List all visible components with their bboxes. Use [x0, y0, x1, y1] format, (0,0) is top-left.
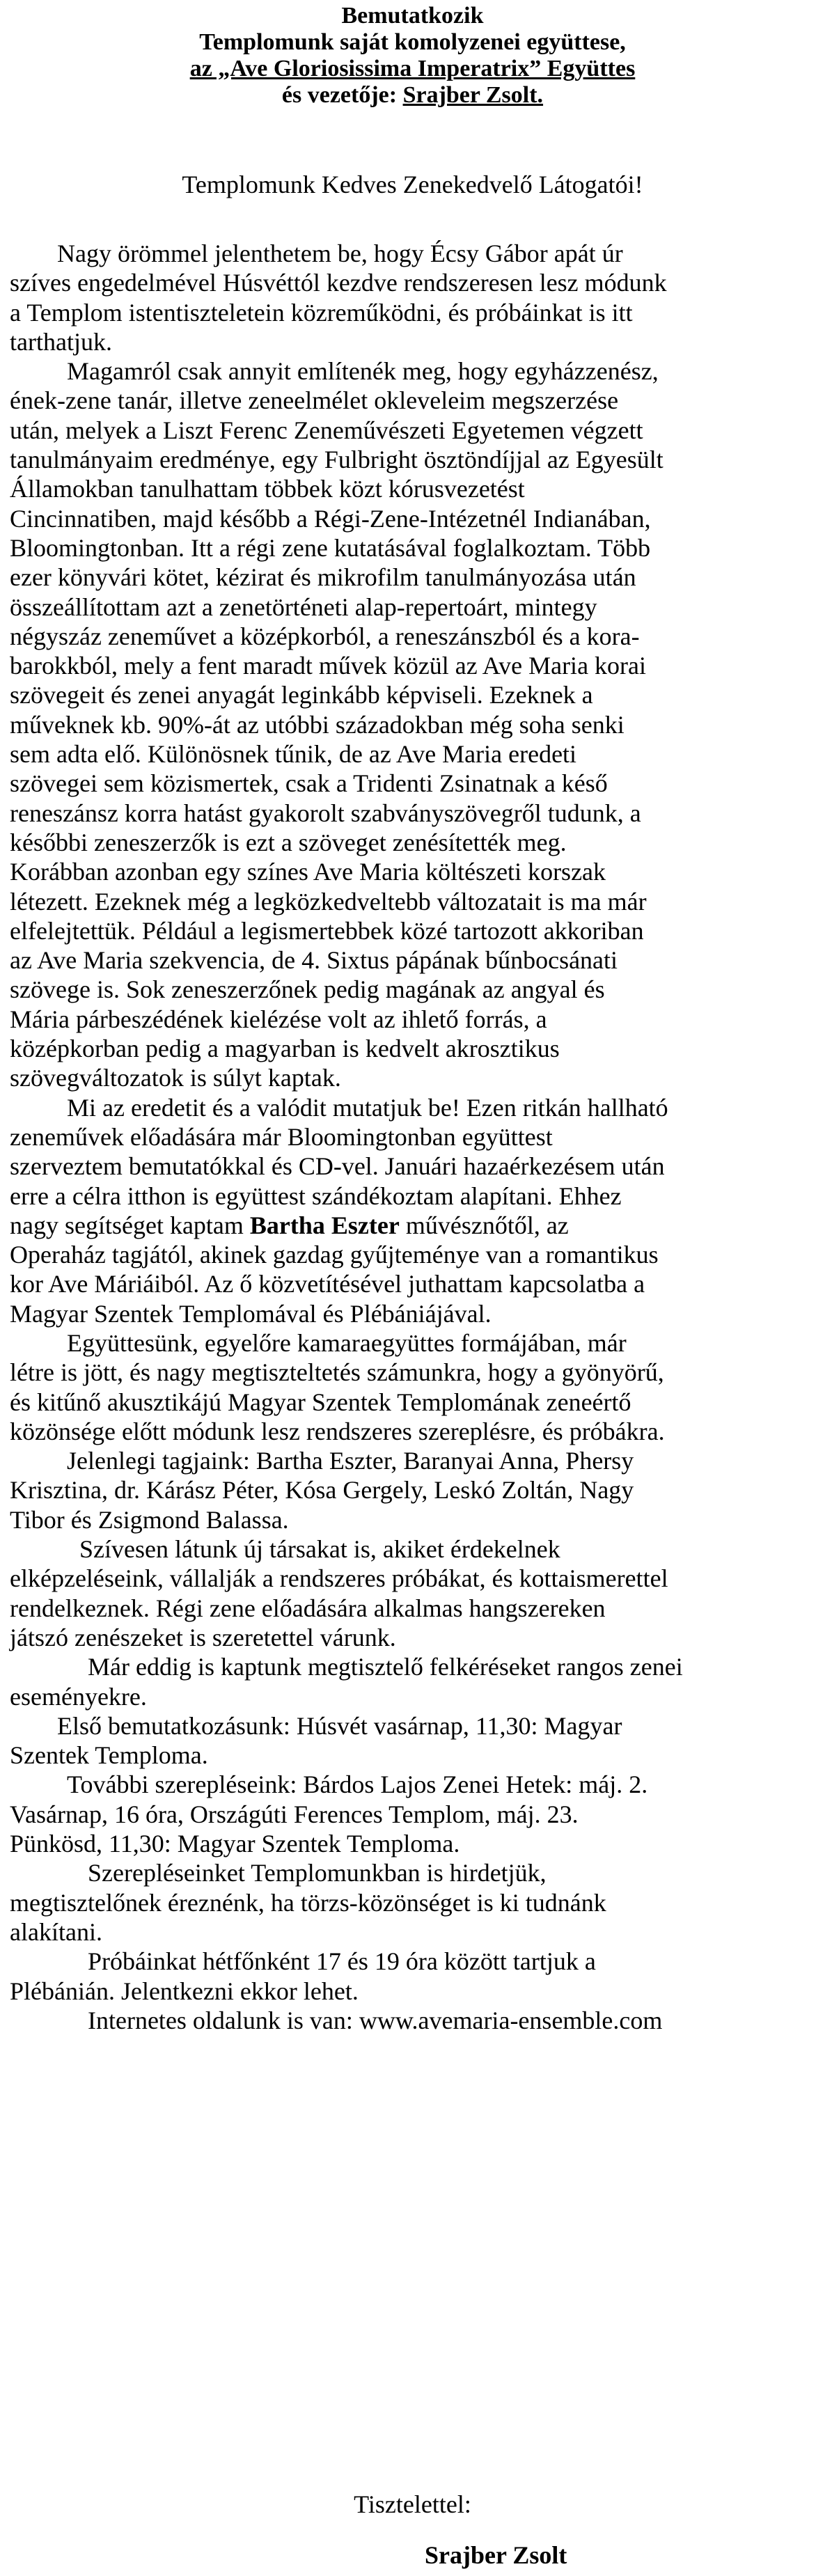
paragraph-line: Bloomingtonban. Itt a régi zene kutatásával foglalkoztam. Több: [10, 533, 651, 562]
paragraph-line: szövegei sem közismertek, csak a Tridenti Zsinatnak a késő: [10, 769, 608, 798]
paragraph-line: reneszánsz korra hatást gyakorolt szabványszövegről tudunk, a: [10, 799, 641, 827]
paragraph-line: Szerepléseinket Templomunkban is hirdetjük,: [88, 1859, 547, 1887]
paragraph-line: műveknek kb. 90%-át az utóbbi századokban még soha senki: [10, 710, 624, 739]
paragraph-line: Krisztina, dr. Kárász Péter, Kósa Gergely, Leskó Zoltán, Nagy: [10, 1476, 634, 1505]
paragraph-line: ezer könyvári kötet, kézirat és mikrofilm tanulmányozása után: [10, 563, 636, 592]
paragraph-line: Próbáinkat hétfőnként 17 és 19 óra között tartjuk a: [88, 1947, 596, 1976]
paragraph-line: sem adta elő. Különösnek tűnik, de az Ave Maria eredeti: [10, 740, 577, 769]
paragraph-line: tarthatjuk.: [10, 327, 112, 356]
paragraph-line: Együttesünk, egyelőre kamaraegyüttes formájában, már: [67, 1328, 627, 1357]
paragraph-line: Szentek Temploma.: [10, 1741, 208, 1770]
paragraph-line: Cincinnatiben, majd később a Régi-Zene-Intézetnél Indianában,: [10, 504, 651, 533]
paragraph-line: kor Ave Máriáiból. Az ő közvetítésével juthattam kapcsolatba a: [10, 1270, 645, 1298]
paragraph-line: elképzeléseink, vállalják a rendszeres próbákat, és kottaismerettel: [10, 1564, 668, 1593]
paragraph-line: Magamról csak annyit említenék meg, hogy egyházzenész,: [67, 357, 659, 386]
header-subtitle: Templomunk saját komolyzenei együttese,: [199, 29, 626, 55]
paragraph-line: Vasárnap, 16 óra, Országúti Ferences Templom, máj. 23.: [10, 1800, 579, 1828]
paragraph-line: szövege is. Sok zeneszerzőnek pedig magának az angyal és: [10, 975, 605, 1004]
paragraph-line: szövegeit és zenei anyagát leginkább képviseli. Ezeknek a: [10, 681, 593, 709]
document-header: [0, 3, 825, 109]
paragraph-line: Tibor és Zsigmond Balassa.: [10, 1505, 289, 1534]
website-line: Internetes oldalunk is van: www.avemaria-ensemble.com: [88, 2006, 663, 2034]
paragraph-line: Plébánián. Jelentkezni ekkor lehet.: [10, 1977, 359, 2005]
paragraph-line: Pünkösd, 11,30: Magyar Szentek Temploma.: [10, 1830, 460, 1858]
paragraph-line: létezett. Ezeknek még a legközkedveltebb változatait is ma már: [10, 887, 647, 916]
paragraph-line: Magyar Szentek Templomával és Plébániájával.: [10, 1299, 492, 1328]
paragraph-line: Mi az eredetit és a valódit mutatjuk be! Ezen ritkán hallható: [67, 1093, 668, 1122]
paragraph-line: közönsége előtt módunk lesz rendszeres szereplésre, és próbákra.: [10, 1417, 665, 1445]
paragraph-line: rendelkeznek. Régi zene előadására alkalmas hangszereken: [10, 1594, 606, 1622]
paragraph-line: Mária párbeszédének kielézése volt az ihlető forrás, a: [10, 1005, 547, 1033]
paragraph-line: ének-zene tanár, illetve zeneelmélet okleveleim megszerzése: [10, 386, 619, 415]
header-director-name: Srajber Zsolt.: [402, 82, 544, 108]
header-title: Bemutatkozik: [341, 3, 484, 29]
paragraph-line: Szívesen látunk új társakat is, akiket érdekelnek: [79, 1535, 560, 1564]
paragraph-line: [10, 1211, 817, 1240]
paragraph-line: Államokban tanulhattam többek közt kórusvezetést: [10, 475, 525, 503]
paragraph-line: Első bemutatkozásunk: Húsvét vasárnap, 11,30: Magyar: [57, 1711, 622, 1740]
header-director: [0, 82, 825, 109]
paragraph-line: tanulmányaim eredménye, egy Fulbright ösztöndíjjal az Egyesült: [10, 446, 663, 474]
paragraph-line: megtisztelőnek éreznénk, ha törzs-közönséget is ki tudnánk: [10, 1888, 606, 1917]
paragraph-line: négyszáz zeneművet a középkorból, a reneszánszból és a kora-: [10, 622, 640, 650]
paragraph-line: játszó zenészeket is szeretettel várunk.: [10, 1623, 396, 1651]
paragraph-line: után, melyek a Liszt Ferenc Zeneművészeti Egyetemen végzett: [10, 416, 643, 444]
paragraph-line: és kitűnő akusztikájú Magyar Szentek Templomának zeneértő: [10, 1388, 631, 1416]
letter-body: [10, 239, 817, 2035]
paragraph-line: összeállítottam azt a zenetörténeti alap-repertoárt, mintegy: [10, 592, 597, 621]
signature: Srajber Zsolt: [425, 2541, 567, 2569]
paragraph-line: az Ave Maria szekvencia, de 4. Sixtus pápának bűnbocsánati: [10, 946, 618, 975]
paragraph-line: barokkból, mely a fent maradt művek közül az Ave Maria korai: [10, 652, 647, 680]
paragraph-line: a Templom istentiszteletein közreműködni, és próbáinkat is itt: [10, 298, 633, 327]
text-run: művésznőtől, az: [399, 1211, 569, 1239]
greeting: Templomunk Kedves Zenekedvelő Látogatói!: [182, 171, 643, 198]
paragraph-line: létre is jött, és nagy megtiszteltetés számunkra, hogy a gyönyörű,: [10, 1358, 664, 1387]
paragraph-line: szövegváltozatok is súlyt kaptak.: [10, 1064, 341, 1092]
paragraph-line: Már eddig is kaptunk megtisztelő felkéréseket rangos zenei: [88, 1653, 683, 1681]
header-ensemble-name: [0, 56, 825, 82]
paragraph-line: Nagy örömmel jelenthetem be, hogy Écsy Gábor apát úr: [57, 239, 623, 267]
paragraph-line: elfelejtettük. Például a legismertebbek közé tartozott akkoriban: [10, 916, 644, 945]
person-name-bold: Bartha Eszter: [249, 1211, 400, 1239]
closing-salutation: Tisztelettel:: [354, 2490, 471, 2518]
paragraph-line: alakítani.: [10, 1917, 102, 1946]
paragraph-line: szíves engedelmével Húsvéttól kezdve rendszeresen lesz módunk: [10, 269, 667, 297]
header-ensemble-name-text: az „Ave Gloriosissima Imperatrix” Együttes: [189, 56, 636, 81]
paragraph-line: szerveztem bemutatókkal és CD-vel. Januári hazaérkezésem után: [10, 1152, 665, 1181]
paragraph-line: Jelenlegi tagjaink: Bartha Eszter, Baranyai Anna, Phersy: [67, 1447, 634, 1475]
paragraph-line: eseményekre.: [10, 1682, 147, 1711]
paragraph-line: későbbi zeneszerzők is ezt a szöveget zenésítették meg.: [10, 828, 567, 856]
paragraph-line: Korábban azonban egy színes Ave Maria költészeti korszak: [10, 858, 606, 886]
paragraph-line: zeneművek előadására már Bloomingtonban együttest: [10, 1122, 553, 1151]
paragraph-line: erre a célra itthon is együttest szándékoztam alapítani. Ehhez: [10, 1181, 622, 1210]
paragraph-line: További szerepléseink: Bárdos Lajos Zenei Hetek: máj. 2.: [67, 1770, 648, 1799]
text-run: nagy segítséget kaptam: [10, 1211, 250, 1239]
paragraph-line: Operaház tagjától, akinek gazdag gyűjteménye van a romantikus: [10, 1241, 659, 1269]
header-director-prefix: és vezetője:: [281, 82, 403, 108]
paragraph-line: középkorban pedig a magyarban is kedvelt akrosztikus: [10, 1035, 560, 1063]
